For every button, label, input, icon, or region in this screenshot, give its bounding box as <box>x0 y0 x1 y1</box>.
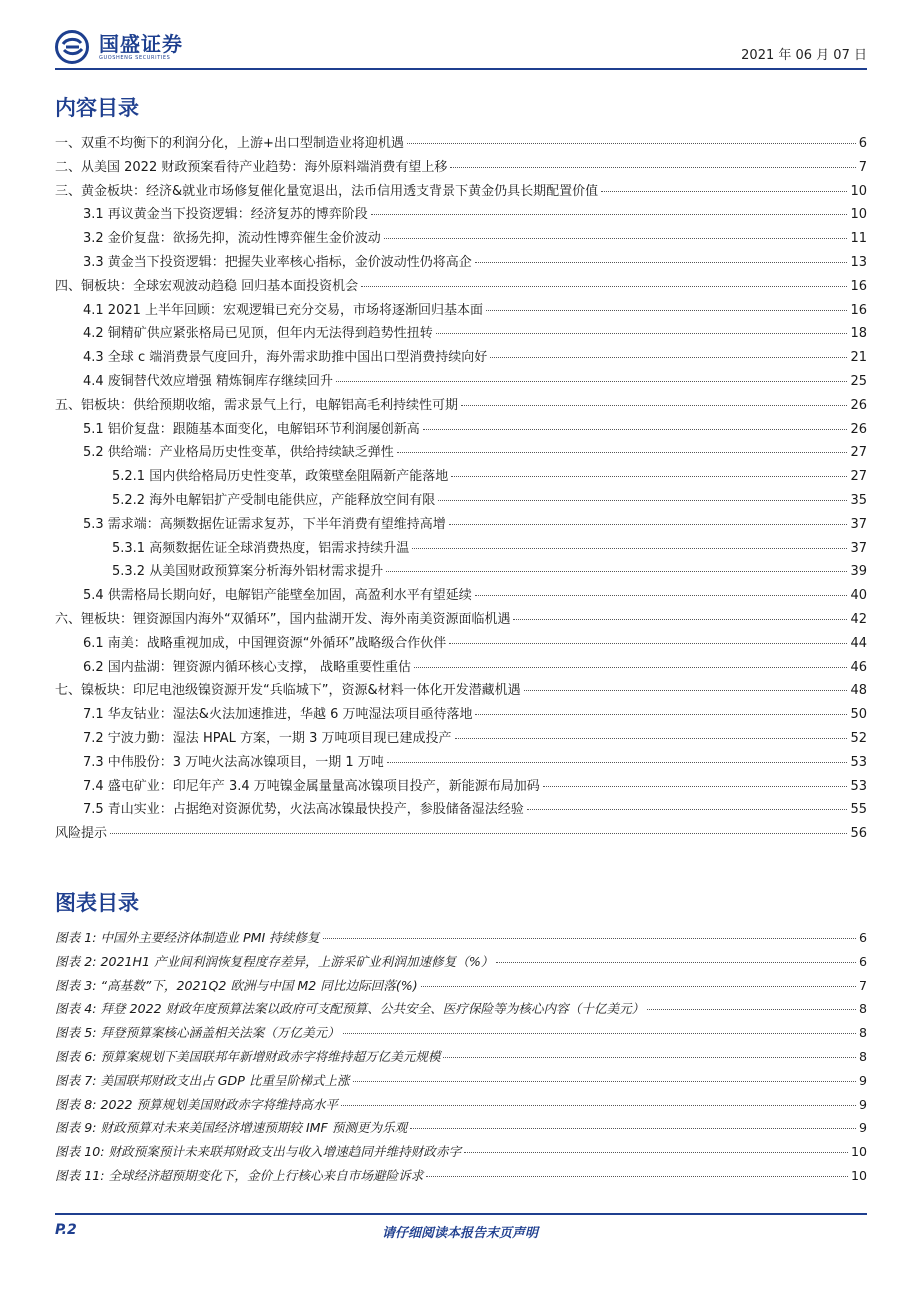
toc-entry[interactable] <box>55 560 867 584</box>
toc-entry-text[interactable]: 6.2 国内盐湖：锂资源内循环核心支撑， 战略重要性重估 <box>83 659 411 675</box>
figure-entry-page[interactable]: 10 <box>850 1167 867 1183</box>
toc-entry[interactable] <box>55 632 867 656</box>
toc-entry-page[interactable]: 46 <box>850 659 867 675</box>
toc-entry[interactable] <box>55 703 867 727</box>
figure-entry-page[interactable]: 8 <box>858 1001 867 1017</box>
dot-leader <box>496 962 856 963</box>
page-header <box>55 24 867 68</box>
toc-entry-text[interactable]: 5.1 铝价复盘：跟随基本面变化，电解铝环节利润屡创新高 <box>83 421 420 437</box>
figure-entry[interactable] <box>55 1021 867 1045</box>
brand-name-en: GUOSHENG SECURITIES <box>99 54 171 61</box>
toc-entry-text[interactable]: 5.2.2 海外电解铝扩产受制电能供应，产能释放空间有限 <box>112 492 436 508</box>
dot-leader <box>353 1081 856 1082</box>
dot-leader <box>451 476 847 477</box>
toc-entry-text[interactable]: 4.3 全球 c 端消费景气度回升，海外需求助推中国出口型消费持续向好 <box>83 350 488 366</box>
toc-entry-page[interactable]: 26 <box>850 421 867 437</box>
dot-leader <box>461 405 847 406</box>
dot-leader <box>384 238 848 239</box>
dot-leader <box>361 286 847 287</box>
figure-entry[interactable] <box>55 950 867 974</box>
dot-leader <box>449 643 847 644</box>
toc-entry[interactable] <box>55 584 867 608</box>
toc-entry[interactable] <box>55 441 867 465</box>
toc-entry-page[interactable]: 26 <box>850 397 867 413</box>
figure-entry-text[interactable]: 图表 4: 拜登 2022 财政年度预算法案以政府可支配预算、公共安全、医疗保险等为核心内容（十亿美元） <box>55 1001 645 1017</box>
figure-entry-text[interactable]: 图表 5: 拜登预算案核心涵盖相关法案（万亿美元） <box>55 1025 340 1041</box>
toc-entry-page[interactable]: 25 <box>850 373 867 389</box>
toc-entry-text[interactable]: 4.1 2021 上半年回顾：宏观逻辑已充分交易，市场将逐渐回归基本面 <box>83 302 484 318</box>
toc-entry-page[interactable]: 10 <box>850 207 867 223</box>
figures-title: 图表目录 <box>55 891 139 915</box>
toc-entry-page[interactable]: 21 <box>850 350 867 366</box>
toc-entry-page[interactable]: 52 <box>850 730 867 746</box>
figure-entry-text[interactable]: 图表 3: “高基数”下，2021Q2 欧洲与中国 M2 同比边际回落(%) <box>55 977 418 993</box>
dot-leader <box>527 809 848 810</box>
toc-entry-page[interactable]: 53 <box>850 754 867 770</box>
toc-entry-text[interactable]: 一、双重不均衡下的利润分化，上游+出口型制造业将迎机遇 <box>55 136 404 151</box>
dot-leader <box>412 548 847 549</box>
toc-entry-page[interactable]: 10 <box>850 183 867 199</box>
toc-entry-page[interactable]: 7 <box>858 159 867 175</box>
toc-entry[interactable] <box>55 275 867 299</box>
dot-leader <box>601 191 847 192</box>
toc-entry-page[interactable]: 16 <box>850 278 867 294</box>
dot-leader <box>475 714 847 715</box>
toc-entry-text[interactable]: 5.4 供需格局长期向好，电解铝产能壁垒加固，高盈利水平有望延续 <box>83 588 472 604</box>
toc-entry-page[interactable]: 50 <box>850 707 867 723</box>
toc-entry[interactable] <box>55 394 867 418</box>
figure-entry-page[interactable]: 8 <box>858 1025 867 1041</box>
toc-entry[interactable] <box>55 418 867 442</box>
toc-entry[interactable] <box>55 775 867 799</box>
toc-entry-text[interactable]: 5.3.2 从美国财政预算案分析海外铝材需求提升 <box>112 564 384 580</box>
page-number: P.2 <box>55 1222 77 1238</box>
toc-entry[interactable] <box>55 489 867 513</box>
dot-leader <box>407 143 856 144</box>
toc-entry-page[interactable]: 13 <box>850 254 867 270</box>
toc-entry-text[interactable]: 5.2.1 国内供给格局历史性变革，政策壁垒阻隔新产能落地 <box>112 469 449 485</box>
dot-leader <box>455 738 848 739</box>
toc-entry-text[interactable]: 7.1 华友钴业：湿法&火法加速推进，华越 6 万吨湿法项目亟待落地 <box>83 707 473 723</box>
dot-leader <box>513 619 847 620</box>
dot-leader <box>410 1128 856 1129</box>
dot-leader <box>110 833 847 834</box>
toc-entry[interactable] <box>55 132 867 156</box>
toc-entry-text[interactable]: 5.3.1 高频数据佐证全球消费热度，铝需求持续升温 <box>112 540 410 556</box>
toc-entry-text[interactable]: 风险提示 <box>55 826 108 842</box>
toc-entry-page[interactable]: 11 <box>850 231 867 247</box>
figure-entry-page[interactable]: 9 <box>858 1120 867 1136</box>
figure-entry-page[interactable]: 8 <box>858 1048 867 1064</box>
toc-entry[interactable] <box>55 727 867 751</box>
dot-leader <box>647 1009 856 1010</box>
dot-leader <box>450 167 855 168</box>
toc-entry[interactable] <box>55 322 867 346</box>
toc-entry[interactable] <box>55 608 867 632</box>
figure-entry-page[interactable]: 6 <box>858 930 867 945</box>
figure-entry-text[interactable]: 图表 10: 财政预案预计未来联邦财政支出与收入增速趋同并维持财政赤字 <box>55 1144 462 1160</box>
dot-leader <box>387 762 848 763</box>
toc-entry-text[interactable]: 5.2 供给端：产业格局历史性变革，供给持续缺乏弹性 <box>83 445 394 461</box>
figure-entry[interactable] <box>55 1164 867 1188</box>
dot-leader <box>414 667 848 668</box>
dot-leader <box>421 986 856 987</box>
toc-entry-text[interactable]: 七、镍板块：印尼电池级镍资源开发“兵临城下”，资源&材料一体化开发潜藏机遇 <box>55 683 521 699</box>
toc-list <box>55 132 867 846</box>
figure-entry[interactable] <box>55 1045 867 1069</box>
toc-entry[interactable] <box>55 370 867 394</box>
toc-entry-text[interactable]: 六、锂板块：锂资源国内海外“双循环”，国内盐湖开发、海外南美资源面临机遇 <box>55 611 511 627</box>
toc-entry-page[interactable]: 27 <box>850 469 867 485</box>
figure-entry-page[interactable]: 6 <box>858 953 867 969</box>
dot-leader <box>323 938 856 939</box>
figure-entry-text[interactable]: 图表 9: 财政预算对未来美国经济增速预期较 IMF 预测更为乐观 <box>55 1120 408 1136</box>
dot-leader <box>449 524 848 525</box>
toc-entry-text[interactable]: 7.3 中伟股份：3 万吨火法高冰镍项目，一期 1 万吨 <box>83 754 384 770</box>
guosheng-logo-icon <box>55 30 91 64</box>
toc-entry[interactable] <box>55 251 867 275</box>
dot-leader <box>423 429 848 430</box>
dot-leader <box>464 1152 848 1153</box>
toc-entry-page[interactable]: 40 <box>850 588 867 604</box>
toc-entry-page[interactable]: 27 <box>850 445 867 461</box>
toc-entry-page[interactable]: 16 <box>850 302 867 318</box>
header-divider <box>55 68 867 70</box>
toc-entry-text[interactable]: 3.1 再议黄金当下投资逻辑：经济复苏的博弈阶段 <box>83 207 368 223</box>
brand-name: 国盛证券 <box>99 31 183 56</box>
figure-entry-text[interactable]: 图表 6: 预算案规划下美国联邦年新增财政赤字将维持超万亿美元规模 <box>55 1048 441 1064</box>
dot-leader <box>486 310 847 311</box>
figures-list <box>55 926 867 1188</box>
toc-entry[interactable] <box>55 798 867 822</box>
toc-entry-text[interactable]: 3.3 黄金当下投资逻辑：把握失业率核心指标，金价波动性仍将高企 <box>83 254 472 270</box>
toc-entry-page[interactable]: 37 <box>850 516 867 532</box>
dot-leader <box>336 381 848 382</box>
figure-entry-page[interactable]: 9 <box>858 1072 867 1088</box>
dot-leader <box>490 357 847 358</box>
toc-entry-page[interactable]: 35 <box>850 492 867 508</box>
figure-entry[interactable] <box>55 926 867 950</box>
toc-entry[interactable] <box>55 822 867 846</box>
toc-entry-page[interactable]: 44 <box>850 635 867 651</box>
toc-entry-text[interactable]: 3.2 金价复盘：欲扬先抑，流动性博弈催生金价波动 <box>83 231 381 247</box>
dot-leader <box>543 786 848 787</box>
toc-entry[interactable] <box>55 656 867 680</box>
toc-entry-text[interactable]: 四、铜板块：全球宏观波动趋稳 回归基本面投资机会 <box>55 278 359 294</box>
toc-entry-page[interactable]: 56 <box>850 826 867 842</box>
figure-entry-text[interactable]: 图表 8: 2022 预算规划美国财政赤字将维持高水平 <box>55 1096 339 1112</box>
toc-entry-page[interactable]: 42 <box>850 611 867 627</box>
toc-entry[interactable] <box>55 299 867 323</box>
toc-entry-page[interactable]: 48 <box>850 683 867 699</box>
dot-leader <box>475 262 848 263</box>
toc-entry-page[interactable]: 6 <box>858 136 867 151</box>
dot-leader <box>343 1033 856 1034</box>
dot-leader <box>436 333 848 334</box>
toc-entry-text[interactable]: 6.1 南美：战略重视加成，中国锂资源“外循环”战略级合作伙伴 <box>83 635 447 651</box>
toc-entry-text[interactable]: 5.3 需求端：高频数据佐证需求复苏，下半年消费有望维持高增 <box>83 516 446 532</box>
toc-entry-text[interactable]: 4.4 废铜替代效应增强 精炼铜库存继续回升 <box>83 373 333 389</box>
toc-entry-text[interactable]: 7.2 宁波力勤：湿法 HPAL 方案，一期 3 万吨项目现已建成投产 <box>83 730 452 746</box>
toc-entry[interactable] <box>55 227 867 251</box>
figure-entry[interactable] <box>55 1069 867 1093</box>
figure-entry[interactable] <box>55 1093 867 1117</box>
toc-entry-text[interactable]: 五、铝板块：供给预期收缩，需求景气上行，电解铝高毛利持续性可期 <box>55 397 459 413</box>
toc-entry-text[interactable]: 7.5 青山实业：占据绝对资源优势，火法高冰镍最快投产，参股储备湿法经验 <box>83 802 524 818</box>
toc-title: 内容目录 <box>55 96 139 120</box>
figure-entry-page[interactable]: 10 <box>850 1144 867 1160</box>
figure-entry[interactable] <box>55 974 867 998</box>
toc-entry-text[interactable]: 4.2 铜精矿供应紧张格局已见顶，但年内无法得到趋势性扭转 <box>83 326 433 342</box>
figure-entry-page[interactable]: 9 <box>858 1096 867 1112</box>
toc-entry-page[interactable]: 55 <box>850 802 867 818</box>
figure-entry-text[interactable]: 图表 11: 全球经济超预期变化下，金价上行核心来自市场避险诉求 <box>55 1167 424 1183</box>
figure-entry[interactable] <box>55 1116 867 1140</box>
figure-entry[interactable] <box>55 997 867 1021</box>
figure-entry-page[interactable]: 7 <box>858 977 867 993</box>
toc-entry[interactable] <box>55 751 867 775</box>
toc-entry[interactable] <box>55 537 867 561</box>
dot-leader <box>341 1105 856 1106</box>
figure-entry-text[interactable]: 图表 7: 美国联邦财政支出占 GDP 比重呈阶梯式上涨 <box>55 1072 350 1088</box>
toc-entry[interactable] <box>55 156 867 180</box>
toc-entry[interactable] <box>55 346 867 370</box>
figure-entry-text[interactable]: 图表 2: 2021H1 产业间利润恢复程度存差异，上游采矿业利润加速修复（%） <box>55 953 494 969</box>
dot-leader <box>426 1176 848 1177</box>
toc-entry[interactable] <box>55 513 867 537</box>
toc-entry-page[interactable]: 53 <box>850 778 867 794</box>
toc-entry[interactable] <box>55 180 867 204</box>
toc-entry-text[interactable]: 7.4 盛屯矿业：印尼年产 3.4 万吨镍金属量量高冰镍项目投产，新能源布局加码 <box>83 778 540 794</box>
toc-entry-text[interactable]: 三、黄金板块：经济&就业市场修复催化量宽退出，法币信用透支背景下黄金仍具长期配置价值 <box>55 183 599 199</box>
toc-entry[interactable] <box>55 679 867 703</box>
figure-entry[interactable] <box>55 1140 867 1164</box>
toc-entry[interactable] <box>55 465 867 489</box>
brand-logo <box>55 30 183 64</box>
toc-entry-page[interactable]: 18 <box>850 326 867 342</box>
dot-leader <box>397 452 848 453</box>
dot-leader <box>475 595 848 596</box>
dot-leader <box>438 500 847 501</box>
footer-divider <box>55 1213 867 1215</box>
dot-leader <box>386 571 847 572</box>
footer-disclaimer: 请仔细阅读本报告末页声明 <box>381 1226 538 1241</box>
dot-leader <box>371 214 848 215</box>
figure-entry-text[interactable]: 图表 1: 中国外主要经济体制造业 PMI 持续修复 <box>55 930 320 945</box>
report-date: 2021 年 06 月 07 日 <box>741 48 867 63</box>
dot-leader <box>443 1057 856 1058</box>
toc-entry[interactable] <box>55 203 867 227</box>
dot-leader <box>524 690 848 691</box>
toc-entry-text[interactable]: 二、从美国 2022 财政预案看待产业趋势：海外原料端消费有望上移 <box>55 159 448 175</box>
toc-entry-page[interactable]: 37 <box>850 540 867 556</box>
toc-entry-page[interactable]: 39 <box>850 564 867 580</box>
